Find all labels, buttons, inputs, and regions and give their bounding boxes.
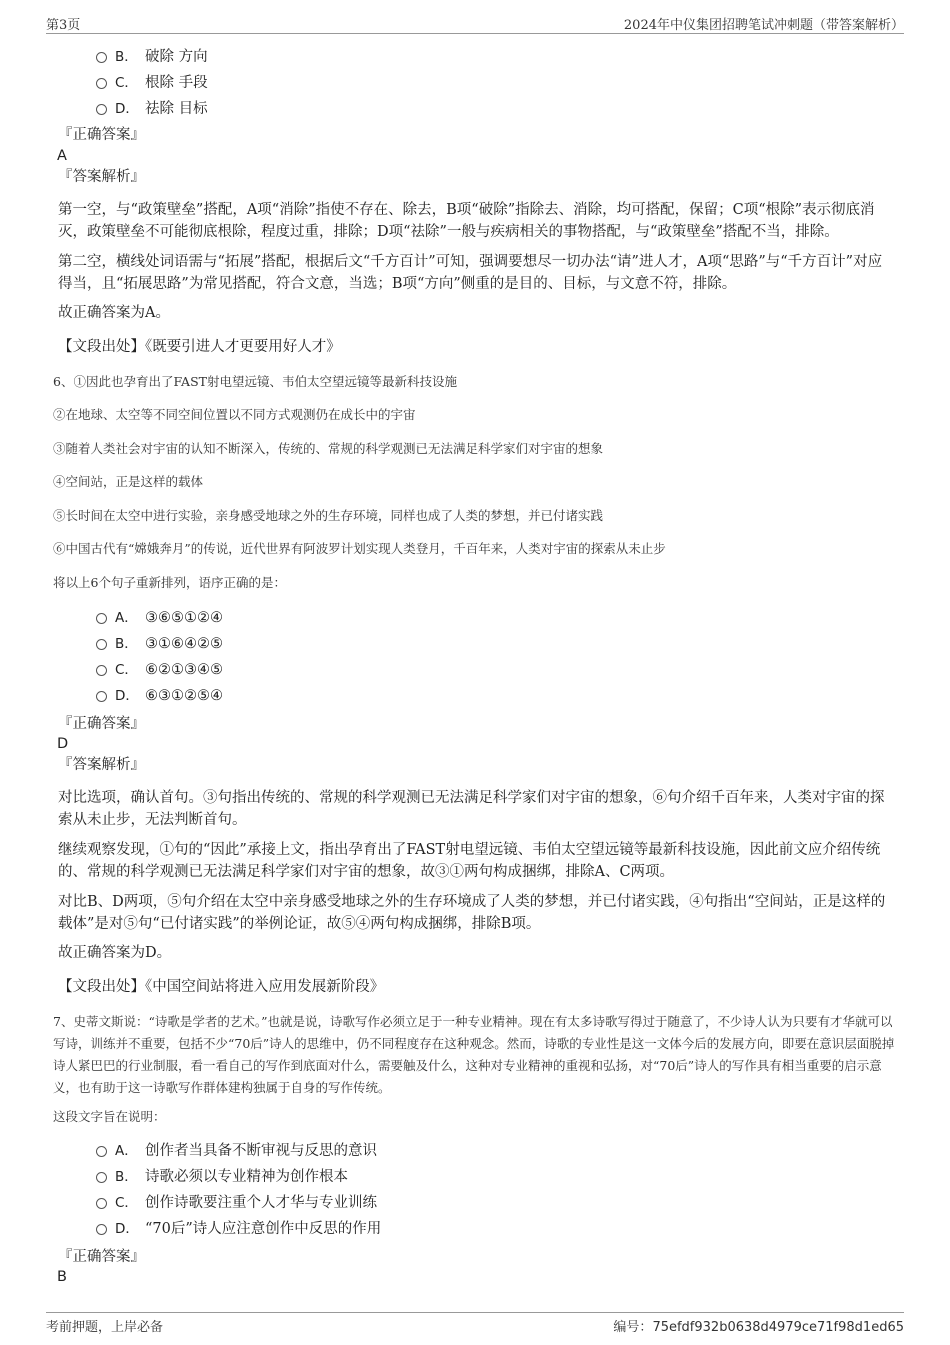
- q7-question: 这段文字旨在说明：: [53, 1109, 166, 1124]
- q6-sentence-3: ③随着人类社会对宇宙的认知不断深入，传统的、常规的科学观测已无法满足科学家们对宇宙的想象: [53, 441, 604, 456]
- q6-analysis-conclusion: 故正确答案为D。: [58, 945, 172, 961]
- q6-sentence-5: ⑤长时间在太空中进行实验，亲身感受地球之外的生存环境，同样也成了人类的梦想，并已付诸实践: [53, 508, 604, 523]
- q6-option-d[interactable]: D． ⑥③①②⑤④: [96, 685, 223, 707]
- q5-analysis-conclusion: 故正确答案为A。: [58, 305, 170, 321]
- q7-option-d[interactable]: D． “70后”诗人应注意创作中反思的作用: [96, 1218, 381, 1240]
- q7-option-c[interactable]: C． 创作诗歌要注重个人才华与专业训练: [96, 1192, 377, 1214]
- q7-stem: 7、史蒂文斯说：“诗歌是学者的艺术。”也就是说，诗歌写作必须立足于一种专业精神。现在有太多诗歌写得过于随意了，不少诗人认为只要有才华就可以写诗，训练并不重要，包括不少“70后”诗人的思维中，仍不同程度存在这种观念。然而，诗歌的专业性是这一文体今后的发展方向，即要在意识层面脱掉诗人紧巴巴的行业制服，看一看自己的写作到底面对什么，需要触及什么，这种对专业精神的重视和弘扬，对“70后”诗人的写作具有相当重要的启示意义，也有助于这一诗歌写作群体建构独属于自身的写作传统。: [53, 1014, 895, 1095]
- q6-analysis-para-1: 对比选项，确认首句。③句指出传统的、常规的科学观测已无法满足科学家们对宇宙的想象，⑥句介绍千百年来，人类对宇宙的探索从未止步，无法判断首句。: [58, 790, 885, 828]
- radio-icon[interactable]: [96, 613, 107, 624]
- radio-icon[interactable]: [96, 78, 107, 89]
- radio-icon[interactable]: [96, 639, 107, 650]
- q5-source: 【文段出处】《既要引进人才更要用好人才》: [58, 339, 341, 355]
- q5-analysis-label: 『答案解析』: [58, 169, 145, 185]
- q6-sentence-1: 6、①因此也孕育出了FAST射电望远镜、韦伯太空望远镜等最新科技设施: [53, 374, 457, 389]
- q6-sentence-6: ⑥中国古代有“嫦娥奔月”的传说，近代世界有阿波罗计划实现人类登月，千百年来，人类对宇宙的探索从未止步: [53, 541, 666, 556]
- q6-sentence-2: ②在地球、太空等不同空间位置以不同方式观测仍在成长中的宇宙: [53, 407, 416, 422]
- radio-icon[interactable]: [96, 1146, 107, 1157]
- page-header: [46, 14, 904, 32]
- q6-answer: D: [57, 736, 69, 752]
- radio-icon[interactable]: [96, 1172, 107, 1183]
- q7-option-b[interactable]: B． 诗歌必须以专业精神为创作根本: [96, 1166, 348, 1188]
- q7-option-a[interactable]: A． 创作者当具备不断审视与反思的意识: [96, 1140, 377, 1162]
- q6-sentence-4: ④空间站，正是这样的载体: [53, 474, 204, 489]
- radio-icon[interactable]: [96, 1198, 107, 1209]
- radio-icon[interactable]: [96, 52, 107, 63]
- q6-option-a[interactable]: A． ③⑥⑤①②④: [96, 607, 223, 629]
- page-number: 第3页: [46, 18, 81, 33]
- radio-icon[interactable]: [96, 1224, 107, 1235]
- radio-icon[interactable]: [96, 104, 107, 115]
- q6-analysis-label: 『答案解析』: [58, 757, 145, 773]
- document-code: 编号：75efdf932b0638d4979ce71f98d1ed65: [613, 1320, 904, 1335]
- q6-source: 【文段出处】《中国空间站将进入应用发展新阶段》: [58, 979, 385, 995]
- q5-answer-label: 『正确答案』: [58, 127, 145, 143]
- q6-analysis-para-3: 对比B、D两项，⑤句介绍在太空中亲身感受地球之外的生存环境成了人类的梦想，并已付诸实践，④句指出“空间站，正是这样的载体”是对⑤句“已付诸实践”的举例论证，故⑤④两句构成捆绑，排除B项。: [58, 894, 886, 932]
- footer-slogan: 考前押题，上岸必备: [46, 1320, 164, 1335]
- page-footer: [46, 1316, 904, 1334]
- q6-question: 将以上6个句子重新排列，语序正确的是：: [53, 575, 286, 590]
- q5-option-d[interactable]: D． 祛除 目标: [96, 98, 208, 120]
- document-title: 2024年中仪集团招聘笔试冲刺题（带答案解析）: [623, 18, 904, 33]
- q5-analysis-para-2: 第二空，横线处词语需与“拓展”搭配，根据后文“千方百计”可知，强调要想尽一切办法“请”进人才，A项“思路”与“千方百计”对应得当，且“拓展思路”为常见搭配，符合文意，当选；B项“方向”侧重的是目的、目标，与文意不符，排除。: [58, 254, 883, 292]
- q7-answer-label: 『正确答案』: [58, 1249, 145, 1265]
- radio-icon[interactable]: [96, 665, 107, 676]
- q5-answer: A: [57, 148, 67, 164]
- footer-divider: [46, 1312, 904, 1313]
- header-divider: [46, 33, 904, 34]
- q6-answer-label: 『正确答案』: [58, 716, 145, 732]
- radio-icon[interactable]: [96, 691, 107, 702]
- q6-option-b[interactable]: B． ③①⑥④②⑤: [96, 633, 223, 655]
- q7-answer: B: [57, 1269, 67, 1285]
- q5-option-b[interactable]: B． 破除 方向: [96, 46, 208, 68]
- q5-analysis-para-1: 第一空，与“政策壁垒”搭配，A项“消除”指使不存在、除去，B项“破除”指除去、消除，均可搭配，保留；C项“根除”表示彻底消灭，政策壁垒不可能彻底根除，程度过重，排除；D项“祛除”一般与疾病相关的事物搭配，与“政策壁垒”搭配不当，排除。: [58, 202, 875, 240]
- q6-option-c[interactable]: C． ⑥②①③④⑤: [96, 659, 223, 681]
- q6-analysis-para-2: 继续观察发现，①句的“因此”承接上文，指出孕育出了FAST射电望远镜、韦伯太空望远镜等最新科技设施，因此前文应介绍传统的、常规的科学观测已无法满足科学家们对宇宙的想象，故③①两句构成捆绑，排除A、C两项。: [58, 842, 881, 880]
- q5-option-c[interactable]: C． 根除 手段: [96, 72, 208, 94]
